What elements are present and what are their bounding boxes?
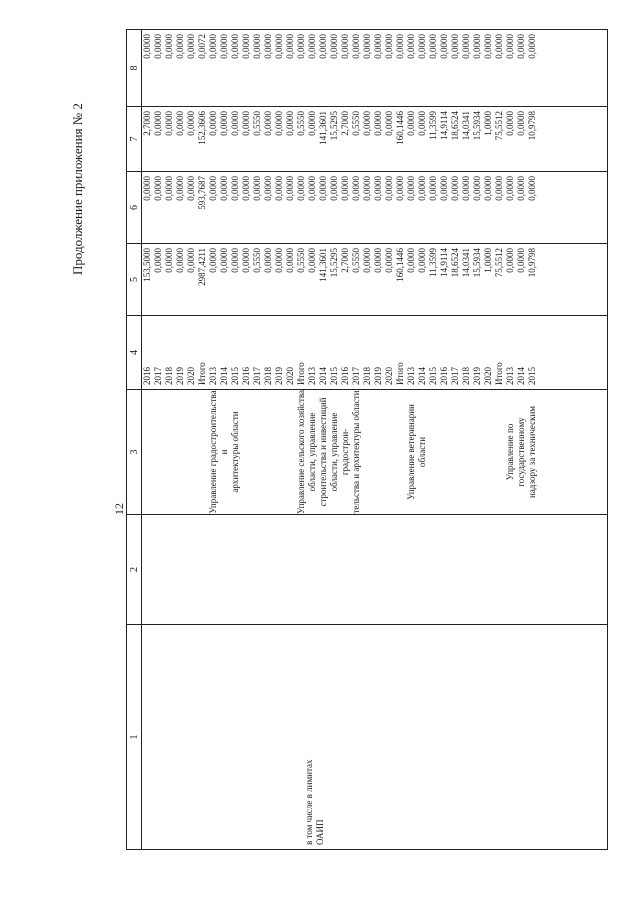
value-cell: 0,0000 bbox=[384, 111, 394, 136]
value-cell: 0,0000 bbox=[219, 176, 229, 201]
value-cell: 0,0000 bbox=[263, 34, 273, 59]
value-cell: 2,7000 bbox=[340, 248, 350, 273]
year-cell: 2013 bbox=[307, 367, 317, 385]
value-cell: 0,0000 bbox=[164, 111, 174, 136]
value-cell: 160,1446 bbox=[395, 248, 405, 282]
value-column-5 bbox=[142, 172, 608, 244]
year-cell: 2018 bbox=[164, 367, 174, 385]
value-cell: 0,0000 bbox=[527, 34, 537, 59]
value-cell: 1,0000 bbox=[483, 111, 493, 136]
year-cell: 2013 bbox=[505, 367, 515, 385]
value-cell: 0,0000 bbox=[516, 34, 526, 59]
value-cell: 0,0000 bbox=[384, 248, 394, 273]
value-cell: 0,0000 bbox=[274, 248, 284, 273]
year-cell: 2013 bbox=[208, 367, 218, 385]
value-cell: 0,0000 bbox=[472, 176, 482, 201]
value-cell: 0,0000 bbox=[395, 34, 405, 59]
financing-source-note: в том числе в лимитах ОАИП bbox=[304, 759, 325, 845]
value-cell: 0,0000 bbox=[186, 34, 196, 59]
value-cell: 0,0000 bbox=[153, 34, 163, 59]
value-cell: 0,0000 bbox=[329, 34, 339, 59]
year-cell: 2014 bbox=[417, 367, 427, 385]
value-cell: 0,0000 bbox=[208, 176, 218, 201]
value-cell: 0,0000 bbox=[296, 176, 306, 201]
value-cell: 0,0000 bbox=[395, 176, 405, 201]
organization-block bbox=[494, 390, 538, 514]
value-cell: 0,0000 bbox=[362, 248, 372, 273]
value-cell: 0,0000 bbox=[285, 248, 295, 273]
value-cell: 0,0000 bbox=[285, 176, 295, 201]
value-cell: 0,0000 bbox=[527, 176, 537, 201]
organization-offset bbox=[395, 390, 406, 514]
value-cell: 0,0000 bbox=[208, 34, 218, 59]
value-cell: 0,0000 bbox=[263, 248, 273, 273]
year-cell: 2016 bbox=[241, 367, 251, 385]
organization-block bbox=[197, 390, 296, 514]
value-cell: 0,0000 bbox=[274, 111, 284, 136]
year-cell: 2014 bbox=[318, 367, 328, 385]
year-cell: 2018 bbox=[461, 367, 471, 385]
value-cell: 0,0000 bbox=[263, 176, 273, 201]
value-cell: 0,0000 bbox=[307, 248, 317, 273]
value-cell: 0,0000 bbox=[516, 176, 526, 201]
year-cell: 2020 bbox=[285, 367, 295, 385]
value-cell: 15,5934 bbox=[472, 111, 482, 141]
value-cell: 14,9114 bbox=[439, 248, 449, 277]
continuation-heading: Продолжение приложения № 2 bbox=[70, 103, 85, 275]
value-cell: 160,1446 bbox=[395, 111, 405, 145]
value-cell: 0,0000 bbox=[241, 176, 251, 201]
value-cell: 0,0000 bbox=[373, 176, 383, 201]
value-cell: 0,0000 bbox=[384, 176, 394, 201]
value-cell: 0,0000 bbox=[362, 34, 372, 59]
value-cell: 0,0000 bbox=[186, 176, 196, 201]
value-cell: 15,5295 bbox=[329, 111, 339, 141]
organization-name: Управление градостроительства и архитектуры области bbox=[208, 390, 240, 514]
value-cell: 0,0000 bbox=[384, 34, 394, 59]
value-cell: 0,0000 bbox=[505, 111, 515, 136]
year-cell: 2014 bbox=[516, 367, 526, 385]
value-cell: 0,5550 bbox=[296, 248, 306, 273]
col-header-3: 3 bbox=[127, 390, 142, 515]
value-cell: 0,0000 bbox=[417, 34, 427, 59]
value-cell: 0,0000 bbox=[219, 34, 229, 59]
value-cell: 2,7000 bbox=[142, 111, 152, 136]
year-cell: 2016 bbox=[142, 367, 152, 385]
value-cell: 75,5512 bbox=[494, 111, 504, 141]
value-cell: 10,9798 bbox=[527, 248, 537, 278]
value-cell: 0,0000 bbox=[417, 176, 427, 201]
value-cell: 0,0000 bbox=[483, 176, 493, 201]
value-cell: 0,0000 bbox=[483, 34, 493, 59]
organization-offset bbox=[494, 390, 505, 514]
value-cell: 11,3599 bbox=[428, 248, 438, 277]
value-cell: 153,5000 bbox=[142, 248, 152, 282]
col-header-1: 1 bbox=[127, 625, 142, 850]
value-column-6 bbox=[142, 107, 608, 172]
year-cell: 2013 bbox=[406, 367, 416, 385]
year-cell: 2019 bbox=[373, 367, 383, 385]
value-cell: 0,0000 bbox=[373, 111, 383, 136]
value-cell: 0,0000 bbox=[450, 176, 460, 201]
organization-block bbox=[142, 390, 197, 514]
value-cell: 2,7000 bbox=[340, 111, 350, 136]
col-header-4: 4 bbox=[127, 316, 142, 390]
value-cell: 0,0000 bbox=[505, 34, 515, 59]
value-cell: 0,0000 bbox=[461, 176, 471, 201]
value-cell: 0,0000 bbox=[329, 176, 339, 201]
value-cell: 0,0000 bbox=[373, 248, 383, 273]
page-number: 12 bbox=[112, 503, 126, 515]
value-cell: 0,5550 bbox=[252, 248, 262, 273]
value-cell: 11,3599 bbox=[428, 111, 438, 140]
value-cell: 0,0000 bbox=[175, 34, 185, 59]
year-cell: 2016 bbox=[340, 367, 350, 385]
value-cell: 1,0000 bbox=[483, 248, 493, 273]
value-cell: 15,5295 bbox=[329, 248, 339, 278]
value-cell: 0,0000 bbox=[307, 111, 317, 136]
organization-name: Управление по государственному надзору за техническим bbox=[505, 406, 537, 498]
year-cell: 2015 bbox=[527, 367, 537, 385]
value-cell: 14,0341 bbox=[461, 248, 471, 278]
value-cell: 141,3601 bbox=[318, 248, 328, 282]
value-cell: 0,0000 bbox=[252, 176, 262, 201]
value-cell: 0,0000 bbox=[285, 34, 295, 59]
value-cell: 0,0000 bbox=[175, 176, 185, 201]
value-cell: 0,0000 bbox=[175, 248, 185, 273]
value-cell: 0,0000 bbox=[472, 34, 482, 59]
value-column-7 bbox=[142, 30, 608, 107]
value-cell: 18,6524 bbox=[450, 111, 460, 141]
value-cell: 0,0000 bbox=[186, 248, 196, 273]
value-cell: 0,0000 bbox=[241, 111, 251, 136]
value-cell: 0,0000 bbox=[362, 176, 372, 201]
year-cell: 2015 bbox=[230, 367, 240, 385]
value-cell: 0,0000 bbox=[516, 248, 526, 273]
value-cell: 0,0000 bbox=[164, 34, 174, 59]
organization-block bbox=[395, 390, 494, 514]
value-cell: 0,0000 bbox=[142, 34, 152, 59]
year-cell: 2019 bbox=[274, 367, 284, 385]
value-cell: 0,0000 bbox=[406, 34, 416, 59]
value-cell: 0,0000 bbox=[340, 176, 350, 201]
value-cell: 0,0000 bbox=[406, 248, 416, 273]
year-column bbox=[142, 316, 608, 390]
value-cell: 0,0000 bbox=[307, 34, 317, 59]
col1-spacer bbox=[142, 625, 304, 845]
value-cell: 18,6524 bbox=[450, 248, 460, 278]
col1-cell bbox=[142, 625, 608, 850]
col2-cell bbox=[142, 515, 608, 625]
year-cell: 2020 bbox=[186, 367, 196, 385]
value-cell: 0,0000 bbox=[494, 176, 504, 201]
year-cell: 2019 bbox=[175, 367, 185, 385]
organization-name: Управление сельского хозяйства области, управление строительства и инвестиций области, управление градострои- тельства и архитектуры области bbox=[296, 390, 361, 514]
value-cell: 0,0000 bbox=[263, 111, 273, 136]
year-cell: 2017 bbox=[351, 367, 361, 385]
value-cell: 0,0000 bbox=[351, 176, 361, 201]
year-cell: 2017 bbox=[252, 367, 262, 385]
year-cell: 2018 bbox=[362, 367, 372, 385]
organization-offset bbox=[197, 390, 208, 514]
value-cell: 0,0000 bbox=[318, 34, 328, 59]
value-cell: 0,0000 bbox=[208, 111, 218, 136]
organization-block bbox=[296, 390, 395, 514]
value-cell: 0,0000 bbox=[164, 176, 174, 201]
value-cell: 152,3606 bbox=[197, 111, 207, 145]
col-header-7: 7 bbox=[127, 107, 142, 172]
value-cell: 10,9798 bbox=[527, 111, 537, 141]
year-cell: Итого bbox=[197, 362, 207, 385]
value-cell: 75,5512 bbox=[494, 248, 504, 278]
budget-table bbox=[126, 29, 608, 850]
value-cell: 0,0000 bbox=[230, 248, 240, 273]
value-cell: 0,0000 bbox=[230, 176, 240, 201]
value-cell: 141,3601 bbox=[318, 111, 328, 145]
value-cell: 0,0000 bbox=[450, 34, 460, 59]
value-cell: 0,0000 bbox=[296, 34, 306, 59]
value-cell: 0,0000 bbox=[230, 34, 240, 59]
column-number-row bbox=[127, 30, 142, 850]
year-cell: 2019 bbox=[472, 367, 482, 385]
year-cell: 2017 bbox=[153, 367, 163, 385]
value-cell: 0,5550 bbox=[351, 248, 361, 273]
value-cell: 0,0072 bbox=[197, 34, 207, 59]
value-cell: 0,5550 bbox=[296, 111, 306, 136]
col-header-5: 5 bbox=[127, 244, 142, 316]
value-cell: 0,0000 bbox=[241, 248, 251, 273]
year-cell: Итого bbox=[296, 362, 306, 385]
year-cell: Итого bbox=[494, 362, 504, 385]
value-cell: 0,0000 bbox=[153, 111, 163, 136]
value-cell: 2987,4211 bbox=[197, 248, 207, 286]
value-cell: 0,0000 bbox=[362, 111, 372, 136]
value-cell: 0,0000 bbox=[219, 111, 229, 136]
value-cell: 0,0000 bbox=[428, 34, 438, 59]
value-cell: 0,0000 bbox=[406, 111, 416, 136]
year-cell: 2015 bbox=[428, 367, 438, 385]
year-cell: 2017 bbox=[450, 367, 460, 385]
table-body-row bbox=[142, 30, 608, 850]
value-cell: 0,0000 bbox=[153, 248, 163, 273]
col-header-2: 2 bbox=[127, 515, 142, 625]
organization-name: Управление ветеринарии области bbox=[406, 404, 427, 500]
value-cell: 0,0000 bbox=[516, 111, 526, 136]
value-cell: 0,0000 bbox=[417, 111, 427, 136]
organization-column bbox=[142, 390, 608, 515]
value-column-4 bbox=[142, 244, 608, 316]
value-cell: 0,5550 bbox=[351, 111, 361, 136]
value-cell: 0,0000 bbox=[186, 111, 196, 136]
value-cell: 0,0000 bbox=[318, 176, 328, 201]
value-cell: 15,5934 bbox=[472, 248, 482, 278]
value-cell: 0,0000 bbox=[241, 34, 251, 59]
year-cell: 2018 bbox=[263, 367, 273, 385]
value-cell: 0,0000 bbox=[285, 111, 295, 136]
year-cell: 2014 bbox=[219, 367, 229, 385]
value-cell: 0,0000 bbox=[351, 34, 361, 59]
value-cell: 0,0000 bbox=[274, 34, 284, 59]
value-cell: 0,0000 bbox=[417, 248, 427, 273]
col-header-8: 8 bbox=[127, 30, 142, 107]
value-cell: 0,0000 bbox=[274, 176, 284, 201]
value-cell: 0,0000 bbox=[175, 111, 185, 136]
value-cell: 0,0000 bbox=[461, 34, 471, 59]
value-cell: 0,0000 bbox=[208, 248, 218, 273]
year-cell: 2015 bbox=[329, 367, 339, 385]
value-cell: 14,9114 bbox=[439, 111, 449, 140]
year-cell: Итого bbox=[395, 362, 405, 385]
value-cell: 0,0000 bbox=[340, 34, 350, 59]
value-cell: 0,5550 bbox=[252, 111, 262, 136]
value-cell: 0,0000 bbox=[406, 176, 416, 201]
value-cell: 0,0000 bbox=[252, 34, 262, 59]
value-cell: 14,0341 bbox=[461, 111, 471, 141]
value-cell: 0,0000 bbox=[505, 176, 515, 201]
value-cell: 593,7687 bbox=[197, 176, 207, 210]
value-cell: 0,0000 bbox=[373, 34, 383, 59]
value-cell: 0,0000 bbox=[164, 248, 174, 273]
value-cell: 0,0000 bbox=[153, 176, 163, 201]
value-cell: 0,0000 bbox=[428, 176, 438, 201]
year-cell: 2016 bbox=[439, 367, 449, 385]
value-cell: 0,0000 bbox=[505, 248, 515, 273]
value-cell: 0,0000 bbox=[219, 248, 229, 273]
value-cell: 0,0000 bbox=[439, 34, 449, 59]
value-cell: 0,0000 bbox=[494, 34, 504, 59]
col-header-6: 6 bbox=[127, 172, 142, 244]
value-cell: 0,0000 bbox=[230, 111, 240, 136]
year-cell: 2020 bbox=[384, 367, 394, 385]
year-cell: 2020 bbox=[483, 367, 493, 385]
value-cell: 0,0000 bbox=[307, 176, 317, 201]
value-cell: 0,0000 bbox=[142, 176, 152, 201]
value-cell: 0,0000 bbox=[439, 176, 449, 201]
